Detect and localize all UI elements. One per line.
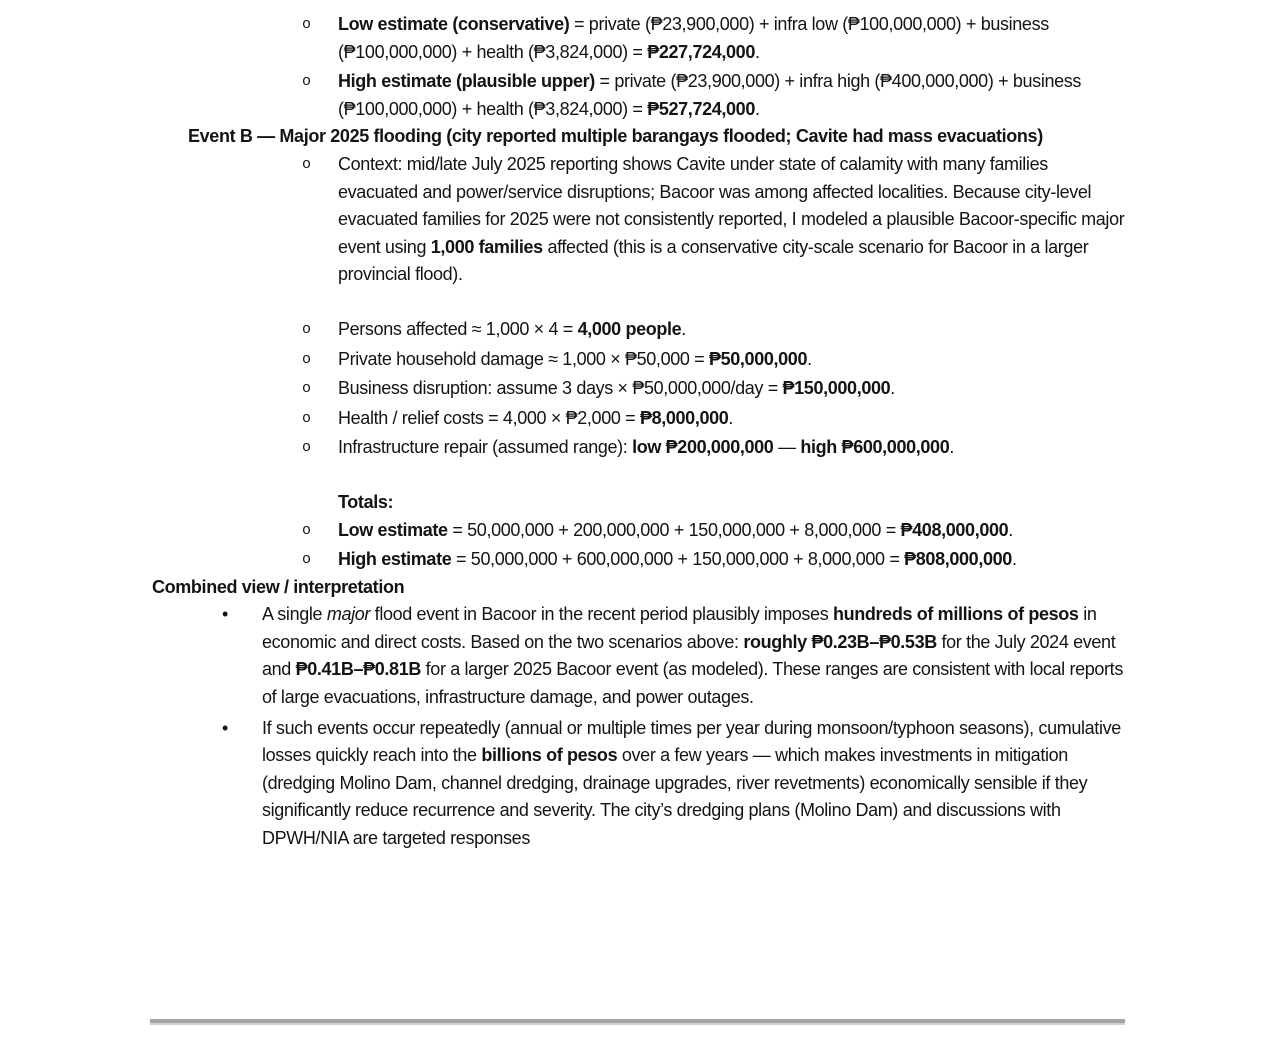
bullet-marker: o (302, 439, 311, 457)
bullet-marker: o (302, 409, 311, 427)
list-item (150, 517, 1125, 545)
page-break-divider (150, 1019, 1125, 1025)
totals-high-estimate-line: High estimate = 50,000,000 + 600,000,000 + 150,000,000 + 8,000,000 = ₱808,000,000. (338, 549, 1017, 570)
event-a-high-estimate-line: High estimate (plausible upper) = private (₱23,900,000) + infra high (₱400,000,000) + business (₱100,000,000) + health (₱3,824,000) = ₱527,724,000. (338, 71, 1082, 119)
bullet-marker: • (222, 604, 228, 625)
bullet-marker: o (302, 73, 311, 91)
list-item (150, 434, 1125, 462)
list-item (150, 405, 1125, 433)
list-item (150, 375, 1125, 403)
event-b-heading: Event B — Major 2025 flooding (city reported multiple barangays flooded; Cavite had mass evacuations) (188, 126, 1043, 147)
bullet-marker: o (302, 380, 311, 398)
event-a-low-estimate-line: Low estimate (conservative) = private (₱23,900,000) + infra low (₱100,000,000) + business (₱100,000,000) + health (₱3,824,000) = ₱227,724,000. (338, 14, 1049, 62)
list-item (150, 11, 1125, 66)
private-damage-line: Private household damage ≈ 1,000 × ₱50,000 = ₱50,000,000. (338, 348, 812, 369)
health-relief-line: Health / relief costs = 4,000 × ₱2,000 = ₱8,000,000. (338, 407, 734, 428)
list-item (150, 68, 1125, 123)
bullet-marker: o (302, 16, 311, 33)
bullet-marker: • (222, 717, 228, 738)
totals-label: Totals: (338, 491, 394, 512)
combined-view-heading: Combined view / interpretation (152, 576, 405, 597)
list-item (150, 601, 1125, 711)
bullet-marker: o (302, 521, 311, 539)
infrastructure-repair-line: Infrastructure repair (assumed range): low ₱200,000,000 — high ₱600,000,000. (338, 437, 955, 458)
bullet-marker: o (302, 320, 311, 338)
event-b-context-paragraph: Context: mid/late July 2025 reporting shows Cavite under state of calamity with many families evacuated and power/service disruptions; Bacoor was among affected localities. Because city-level evacuated families for 2025 were not consistently reported, I modeled a plausible Bacoor-specific major event using 1,000 families affected (this is a conservative city-scale scenario for Bacoor in a larger provincial flood). (338, 153, 1125, 285)
list-item (150, 151, 1125, 289)
list-item (150, 316, 1125, 344)
persons-affected-line: Persons affected ≈ 1,000 × 4 = 4,000 people. (338, 318, 686, 339)
bullet-marker: o (302, 551, 311, 569)
combined-scenarios-paragraph: A single major flood event in Bacoor in the recent period plausibly imposes hundreds of millions of pesos in economic and direct costs. Based on the two scenarios above: roughly ₱0.23B–₱0.53B for the July 2024 event and ₱0.41B–₱0.81B for a larger 2025 Bacoor event (as modeled). These ranges are consistent with local reports of large evacuations, infrastructure damage, and power outages. (262, 604, 1123, 708)
bullet-marker: o (302, 350, 311, 368)
list-item (150, 715, 1125, 853)
bullet-marker: o (302, 155, 311, 173)
list-item (150, 346, 1125, 374)
list-item (150, 546, 1125, 574)
totals-low-estimate-line: Low estimate = 50,000,000 + 200,000,000 + 150,000,000 + 8,000,000 = ₱408,000,000. (338, 519, 1013, 540)
combined-mitigation-paragraph: If such events occur repeatedly (annual or multiple times per year during monsoon/typhoon seasons), cumulative losses quickly reach into the billions of pesos over a few years — which makes investments in mitigation (dredging Molino Dam, channel dredging, drainage upgrades, river revetments) economically sensible if they significantly reduce recurrence and severity. The city’s dredging plans (Molino Dam) and discussions with DPWH/NIA are targeted responses (262, 717, 1121, 849)
business-disruption-line: Business disruption: assume 3 days × ₱50,000,000/day = ₱150,000,000. (338, 378, 895, 399)
